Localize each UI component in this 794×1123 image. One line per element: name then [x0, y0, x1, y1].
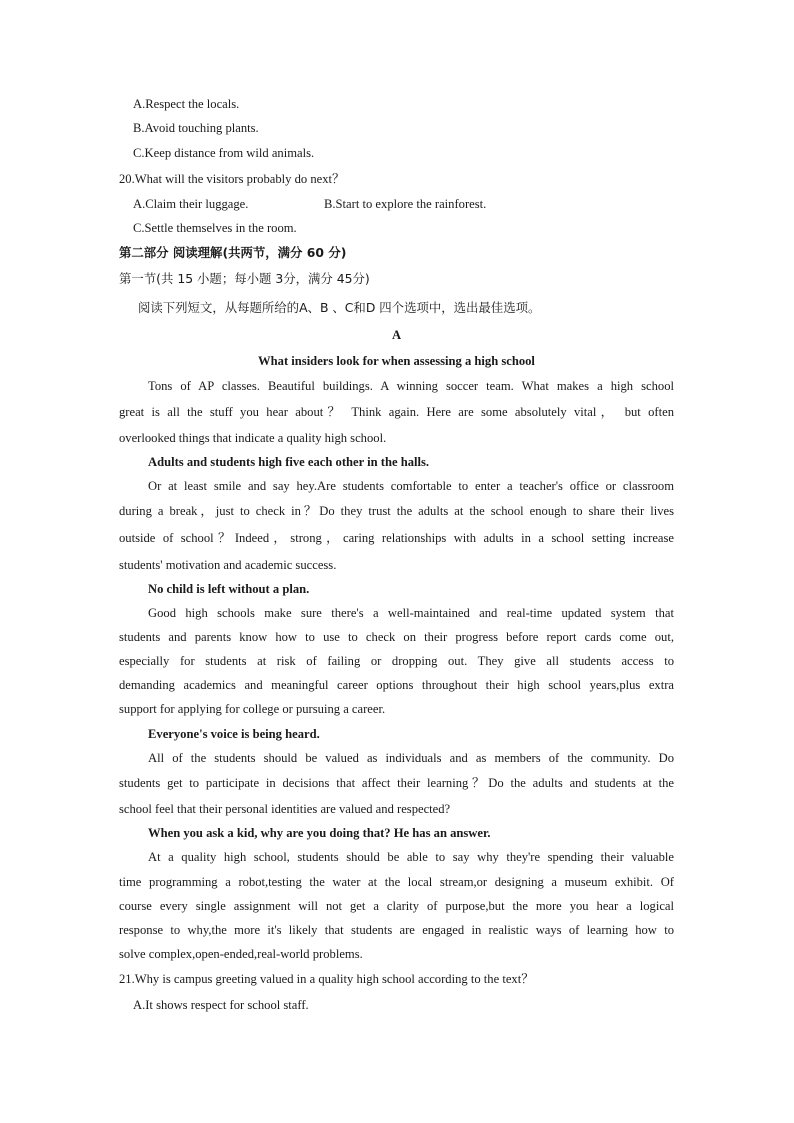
passage-line: Tons of AP classes. Beautiful buildings. A winning soccer team. What makes a high school — [148, 379, 674, 393]
q19-option-a: A.Respect the locals. — [133, 97, 240, 111]
passage-line: school feel that their personal identities are valued and respected? — [119, 802, 451, 816]
passage-line: response to why,the more it's likely that students are engaged in realistic ways of learning how to — [119, 923, 674, 937]
passage-line: At a quality high school, students should be able to say why they're spending their valuable — [148, 850, 674, 864]
passage-line: overlooked things that indicate a quality high school. — [119, 431, 387, 445]
passage-line: Or at least smile and say hey.Are students comfortable to enter a teacher's office or classroom — [148, 479, 674, 493]
subheading-3: Everyone's voice is being heard. — [148, 727, 320, 741]
part2-title: 第二部分 阅读理解(共两节，满分 60 分) — [119, 245, 347, 260]
subheading-4: When you ask a kid, why are you doing that? He has an answer. — [148, 826, 491, 840]
q20-stem: 20.What will the visitors probably do next？ — [119, 172, 345, 186]
q21-option-a: A.It shows respect for school staff. — [133, 998, 309, 1012]
reading-instruction: 阅读下列短文，从每题所给的A、B 、C和D 四个选项中，选出最佳选项。 — [138, 300, 541, 315]
q20-option-c: C.Settle themselves in the room. — [133, 221, 297, 235]
passage-line: great is all the stuff you hear about？ Think again. Here are some absolutely vital， but often — [119, 405, 674, 419]
passage-line: outside of school？Indeed，strong，caring relationships with adults in a school setting increase — [119, 531, 674, 545]
passage-line: course every single assignment will not get a clarity of purpose,but the more you hear a logical — [119, 899, 674, 913]
q19-option-b: B.Avoid touching plants. — [133, 121, 259, 135]
passage-line: Good high schools make sure there's a well-maintained and real-time updated system that — [148, 606, 674, 620]
q21-stem: 21.Why is campus greeting valued in a quality high school according to the text？ — [119, 972, 534, 986]
passage-line: All of the students should be valued as individuals and as members of the community. Do — [148, 751, 674, 765]
section1-title: 第一节(共 15 小题；每小题 3分，满分 45分) — [119, 271, 370, 286]
passage-line: support for applying for college or pursuing a career. — [119, 702, 386, 716]
passage-title: What insiders look for when assessing a high school — [258, 354, 535, 368]
passage-line: students get to participate in decisions that affect their learning？Do the adults and students at the — [119, 776, 674, 790]
q19-option-c: C.Keep distance from wild animals. — [133, 146, 315, 160]
subheading-1: Adults and students high five each other in the halls. — [148, 455, 430, 469]
passage-line: students' motivation and academic success. — [119, 558, 337, 572]
subheading-2: No child is left without a plan. — [148, 582, 310, 596]
passage-line: especially for students at risk of failing or dropping out. They give all students access to — [119, 654, 674, 668]
passage-line: solve complex,open-ended,real-world problems. — [119, 947, 363, 961]
passage-line: students and parents know how to use to check on their progress before report cards come out, — [119, 630, 674, 644]
passage-line: during a break，just to check in？Do they trust the adults at the school enough to share their lives — [119, 504, 674, 518]
passage-line: time programming a robot,testing the water at the local stream,or designing a museum exhibit. Of — [119, 875, 674, 889]
passage-letter: A — [391, 328, 402, 342]
passage-line: demanding academics and meaningful career options throughout their high school years,plus extra — [119, 678, 674, 692]
q20-option-a: A.Claim their luggage. — [133, 197, 249, 211]
q20-option-b: B.Start to explore the rainforest. — [324, 197, 487, 211]
